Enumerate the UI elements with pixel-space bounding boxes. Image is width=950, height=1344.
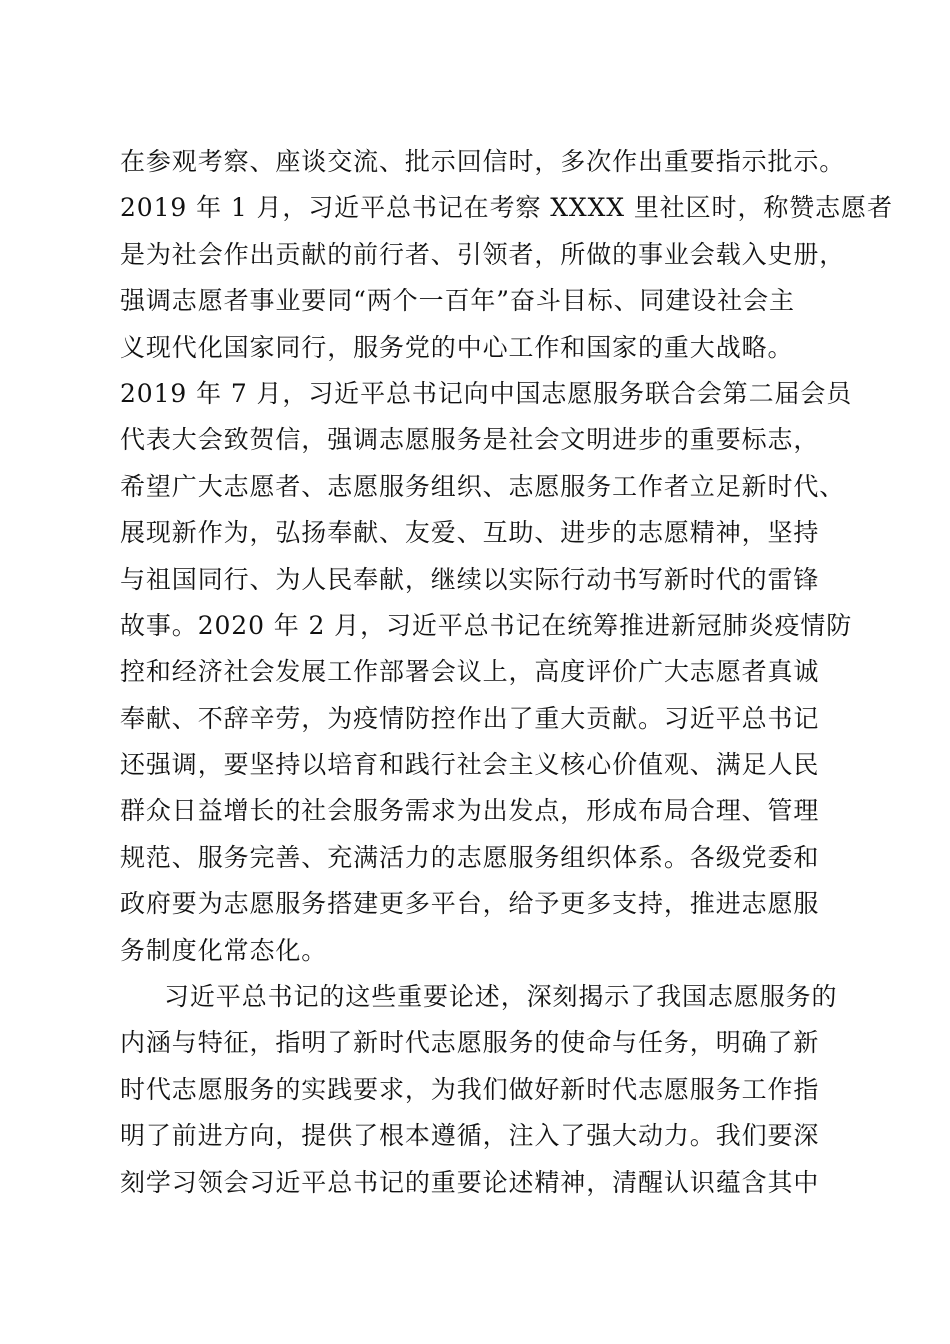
document-body: [120, 139, 893, 1206]
text-line: 2019 年 1 月，习近平总书记在考察 XXXX 里社区时，称赞志愿者: [120, 193, 893, 223]
text-line: 与祖国同行、为人民奉献，继续以实际行动书写新时代的雷锋: [120, 564, 820, 594]
paragraph-1: [120, 139, 893, 974]
text-line: 2019 年 7 月，习近平总书记向中国志愿服务联合会第二届会员: [120, 378, 853, 408]
text-line: 务制度化常态化。: [120, 935, 328, 965]
text-line: 在参观考察、座谈交流、批示回信时，多次作出重要指示批示。: [120, 147, 846, 176]
text-line: 明了前进方向，提供了根本遵循，注入了强大动力。我们要深: [120, 1121, 820, 1151]
text-line: 展现新作为，弘扬奉献、友爱、互助、进步的志愿精神，坚持: [120, 518, 820, 548]
paragraph-2: [120, 974, 840, 1206]
text-line: 时代志愿服务的实践要求，为我们做好新时代志愿服务工作指: [120, 1074, 820, 1104]
text-line: 政府要为志愿服务搭建更多平台，给予更多支持，推进志愿服: [120, 889, 820, 919]
text-line: 奉献、不辞辛劳，为疫情防控作出了重大贡献。习近平总书记: [120, 703, 820, 733]
text-line: 控和经济社会发展工作部署会议上，高度评价广大志愿者真诚: [120, 657, 820, 687]
text-line: 习近平总书记的这些重要论述，深刻揭示了我国志愿服务的: [164, 982, 838, 1012]
text-line: 刻学习领会习近平总书记的重要论述精神，清醒认识蕴含其中: [120, 1167, 820, 1197]
text-line: 故事。2020 年 2 月，习近平总书记在统筹推进新冠肺炎疫情防: [120, 610, 853, 640]
text-line: 强调志愿者事业要同“两个一百年”奋斗目标、同建设社会主: [120, 286, 795, 316]
text-line: 还强调，要坚持以培育和践行社会主义核心价值观、满足人民: [120, 750, 820, 780]
text-line: 希望广大志愿者、志愿服务组织、志愿服务工作者立足新时代、: [120, 471, 846, 501]
text-line: 义现代化国家同行，服务党的中心工作和国家的重大战略。: [120, 332, 794, 362]
text-line: 代表大会致贺信，强调志愿服务是社会文明进步的重要标志，: [120, 425, 820, 455]
text-line: 群众日益增长的社会服务需求为出发点，形成布局合理、管理: [120, 796, 820, 826]
text-line: 规范、服务完善、充满活力的志愿服务组织体系。各级党委和: [120, 842, 820, 872]
text-line: 是为社会作出贡献的前行者、引领者，所做的事业会载入史册，: [120, 239, 846, 269]
text-line: 内涵与特征，指明了新时代志愿服务的使命与任务，明确了新: [120, 1028, 820, 1058]
